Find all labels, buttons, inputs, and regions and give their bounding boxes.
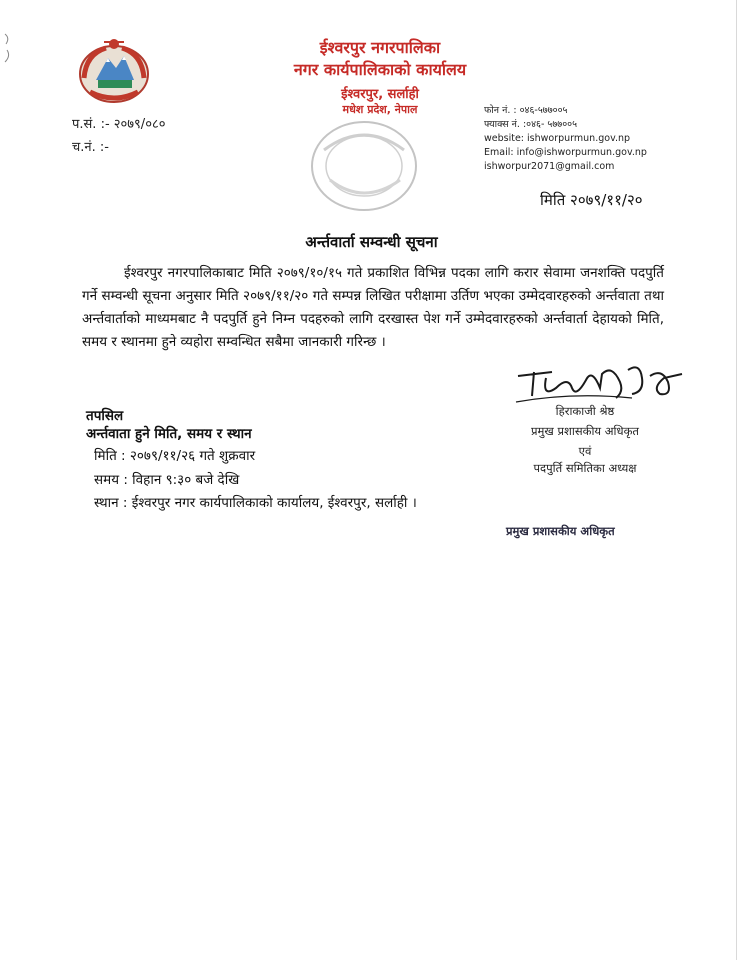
- signatory-conjunction: एवं: [578, 444, 592, 458]
- interview-date: मिति : २०७९/११/२६ गते शुक्रवार: [94, 448, 256, 464]
- signatory-committee: पदपुर्ति समितिका अध्यक्ष: [533, 461, 637, 475]
- office-location: ईश्वरपुर, सर्लाही: [341, 87, 419, 102]
- page-edge-line: [736, 0, 737, 960]
- website-text: website: ishworpurmun.gov.np: [484, 133, 631, 144]
- email-text: Email: info@ishworpurmun.gov.np: [484, 147, 647, 158]
- letter-number: प.सं. :- २०७९/०८०: [72, 117, 166, 132]
- designation-stamp: प्रमुख प्रशासकीय अधिकृत: [506, 524, 615, 538]
- signatory-designation: प्रमुख प्रशासकीय अधिकृत: [531, 424, 639, 438]
- notice-date: मिति २०७९/११/२०: [540, 191, 643, 209]
- details-subheading: अर्न्तवाता हुने मिति, समय र स्थान: [86, 426, 252, 442]
- nepal-emblem-icon: [76, 34, 152, 106]
- dispatch-number: च.नं. :-: [72, 140, 109, 155]
- fax-number: फ्याक्स नं. :०४६- ५७७००५: [484, 119, 578, 130]
- interview-place: स्थान : ईश्वरपुर नगर कार्यपालिकाको कार्यालय, ईश्वरपुर, सर्लाही ।: [94, 495, 417, 511]
- notice-title: अर्न्तवार्ता सम्वन्धी सूचना: [305, 233, 438, 251]
- office-seal-icon: [300, 110, 430, 220]
- contact-block: [484, 104, 647, 174]
- phone-number: फोन नं. : ०४६-५७७००५: [484, 105, 568, 116]
- interview-time: समय : विहान ९:३० बजे देखि: [94, 472, 240, 488]
- signature-mark: [512, 358, 690, 408]
- email-secondary-text: ishworpur2071@gmail.com: [484, 161, 615, 172]
- signatory-name: हिराकाजी श्रेष्ठ: [555, 404, 615, 418]
- notice-body: [82, 262, 664, 354]
- office-province: मधेश प्रदेश, नेपाल: [342, 103, 418, 116]
- office-name: नगर कार्यपालिकाको कार्यालय: [293, 60, 467, 79]
- municipality-name: ईश्वरपुर नगरपालिका: [319, 38, 441, 57]
- notice-body-text: ईश्वरपुर नगरपालिकाबाट मिति २०७९/१०/१५ गते प्रकाशित विभिन्न पदका लागि करार सेवामा जनशक्ति पदपुर्ति गर्ने सम्वन्धी सूचना अनुसार मिति २०७९/११/२० गते सम्पन्न लिखित परीक्षामा उर्तिण भएका उम्मेदवारहरुको अर्न्तवाता तथा अर्न्तवार्ताको माध्यमबाट नै पदपुर्ति हुने निम्न पदहरुको लागि दरखास्त पेश गर्ने उम्मेदवारहरुको अर्न्तवार्ता देहायको मिति, समय र स्थानमा हुने व्यहोरा सम्वन्धित सबैमा जानकारी गरिन्छ ।: [82, 265, 664, 350]
- margin-scribble-icon: [2, 30, 14, 70]
- details-heading: तपसिल: [86, 408, 124, 424]
